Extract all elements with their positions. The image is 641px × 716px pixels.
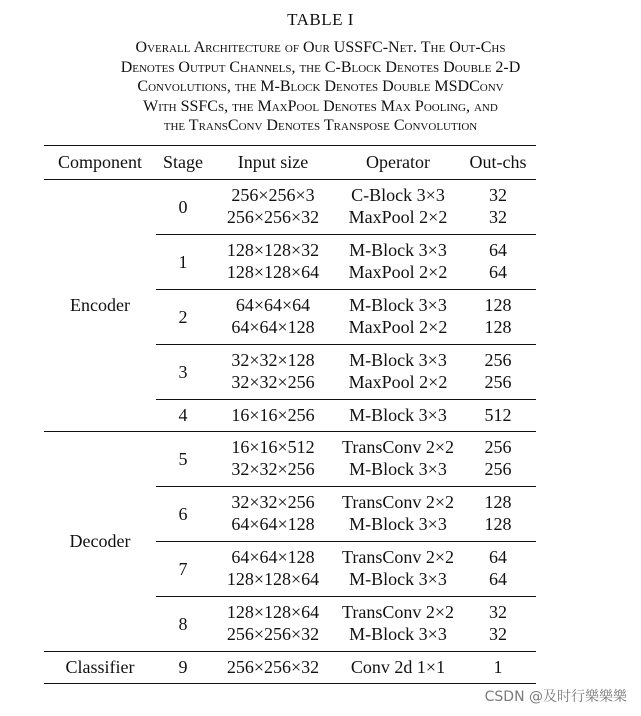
- header-input-size: Input size: [210, 146, 336, 180]
- input-size-cell: [210, 180, 336, 235]
- out-chs-value: 32: [489, 602, 507, 623]
- operator-value: TransConv 2×2: [341, 492, 454, 513]
- operator-value: TransConv 2×2: [341, 547, 454, 568]
- stage-cell: 2: [156, 290, 210, 345]
- out-chs-cell: [460, 432, 536, 487]
- input-size-value: 256×256×3: [231, 185, 315, 206]
- caption-line: the TransConv Denotes Transpose Convolution: [163, 117, 478, 135]
- out-chs-cell: [460, 542, 536, 597]
- operator-value: TransConv 2×2: [341, 602, 454, 623]
- operator-cell: Conv 2d 1×1: [336, 652, 460, 684]
- stage-cell: 3: [156, 345, 210, 400]
- input-size-value: 32×32×256: [231, 372, 315, 392]
- out-chs-value: 32: [489, 207, 507, 227]
- operator-value: TransConv 2×2: [341, 437, 454, 458]
- operator-value: MaxPool 2×2: [348, 262, 448, 282]
- operator-value: MaxPool 2×2: [348, 372, 448, 392]
- component-decoder: Decoder: [44, 432, 156, 652]
- architecture-table: [44, 145, 536, 684]
- input-size-cell: [210, 290, 336, 345]
- operator-cell: [336, 487, 460, 542]
- operator-value: MaxPool 2×2: [348, 317, 448, 337]
- out-chs-value: 32: [489, 624, 507, 644]
- stage-cell: 7: [156, 542, 210, 597]
- table-row: [44, 180, 536, 235]
- operator-cell: [336, 597, 460, 652]
- component-classifier: Classifier: [44, 652, 156, 684]
- operator-value: M-Block 3×3: [349, 459, 447, 479]
- input-size-value: 32×32×256: [231, 492, 315, 513]
- table-label: TABLE I: [287, 10, 354, 29]
- out-chs-cell: [460, 345, 536, 400]
- input-size-cell: 256×256×32: [210, 652, 336, 684]
- operator-cell: [336, 290, 460, 345]
- header-stage: Stage: [156, 146, 210, 180]
- input-size-value: 128×128×64: [226, 569, 320, 589]
- input-size-value: 64×64×64: [235, 295, 311, 316]
- out-chs-value: 32: [489, 185, 507, 206]
- operator-value: MaxPool 2×2: [348, 207, 448, 227]
- out-chs-value: 256: [484, 350, 512, 371]
- input-size-value: 64×64×128: [231, 514, 315, 534]
- out-chs-cell: 512: [460, 400, 536, 432]
- out-chs-value: 128: [484, 492, 512, 513]
- input-size-cell: [210, 487, 336, 542]
- operator-value: M-Block 3×3: [349, 624, 447, 644]
- out-chs-cell: [460, 290, 536, 345]
- stage-cell: 5: [156, 432, 210, 487]
- caption-line: With SSFCs, the MaxPool Denotes Max Pooling, and: [143, 97, 498, 115]
- input-size-value: 16×16×512: [231, 437, 315, 458]
- stage-cell: 9: [156, 652, 210, 684]
- out-chs-value: 256: [484, 372, 512, 392]
- out-chs-value: 128: [484, 317, 512, 337]
- out-chs-cell: [460, 180, 536, 235]
- stage-cell: 1: [156, 235, 210, 290]
- out-chs-value: 256: [484, 459, 512, 479]
- header-out-chs: Out-chs: [460, 146, 536, 180]
- out-chs-cell: 1: [460, 652, 536, 684]
- out-chs-value: 128: [484, 514, 512, 534]
- input-size-value: 256×256×32: [226, 207, 320, 227]
- out-chs-value: 64: [489, 547, 507, 568]
- input-size-cell: [210, 432, 336, 487]
- header-row: [44, 146, 536, 180]
- caption-line: Denotes Output Channels, the C-Block Denotes Double 2-D: [120, 58, 521, 76]
- input-size-cell: [210, 345, 336, 400]
- stage-cell: 4: [156, 400, 210, 432]
- out-chs-value: 64: [489, 240, 507, 261]
- out-chs-value: 128: [484, 295, 512, 316]
- operator-cell: [336, 432, 460, 487]
- table-caption: [0, 38, 641, 136]
- input-size-cell: 16×16×256: [210, 400, 336, 432]
- out-chs-value: 64: [489, 262, 507, 282]
- table-row: [44, 432, 536, 487]
- out-chs-cell: [460, 597, 536, 652]
- operator-cell: [336, 180, 460, 235]
- input-size-value: 64×64×128: [231, 547, 315, 568]
- header-operator: Operator: [336, 146, 460, 180]
- operator-value: M-Block 3×3: [349, 350, 447, 371]
- input-size-cell: [210, 235, 336, 290]
- operator-cell: [336, 345, 460, 400]
- stage-cell: 0: [178, 196, 188, 217]
- watermark: CSDN @及时行樂樂樂: [484, 689, 627, 705]
- caption-line: Overall Architecture of Our USSFC-Net. The Out-Chs: [135, 39, 506, 56]
- input-size-value: 128×128×32: [226, 240, 320, 261]
- caption-line: Convolutions, the M-Block Denotes Double MSDConv: [137, 78, 504, 96]
- operator-value: M-Block 3×3: [349, 514, 447, 534]
- input-size-value: 256×256×32: [226, 624, 320, 644]
- input-size-value: 64×64×128: [231, 317, 315, 337]
- component-encoder: Encoder: [70, 295, 130, 315]
- operator-cell: M-Block 3×3: [336, 400, 460, 432]
- operator-value: C-Block 3×3: [351, 185, 445, 206]
- input-size-value: 32×32×256: [231, 459, 315, 479]
- stage-cell: 8: [156, 597, 210, 652]
- out-chs-value: 256: [484, 437, 512, 458]
- input-size-value: 128×128×64: [226, 262, 320, 282]
- input-size-value: 32×32×128: [231, 350, 315, 371]
- operator-value: M-Block 3×3: [349, 569, 447, 589]
- input-size-cell: [210, 597, 336, 652]
- operator-value: M-Block 3×3: [349, 295, 447, 316]
- input-size-cell: [210, 542, 336, 597]
- operator-value: M-Block 3×3: [349, 240, 447, 261]
- header-component: Component: [44, 146, 156, 180]
- operator-cell: [336, 235, 460, 290]
- table-row: [44, 652, 536, 684]
- out-chs-cell: [460, 235, 536, 290]
- out-chs-value: 64: [489, 569, 507, 589]
- stage-cell: 6: [156, 487, 210, 542]
- input-size-value: 128×128×64: [226, 602, 320, 623]
- operator-cell: [336, 542, 460, 597]
- out-chs-cell: [460, 487, 536, 542]
